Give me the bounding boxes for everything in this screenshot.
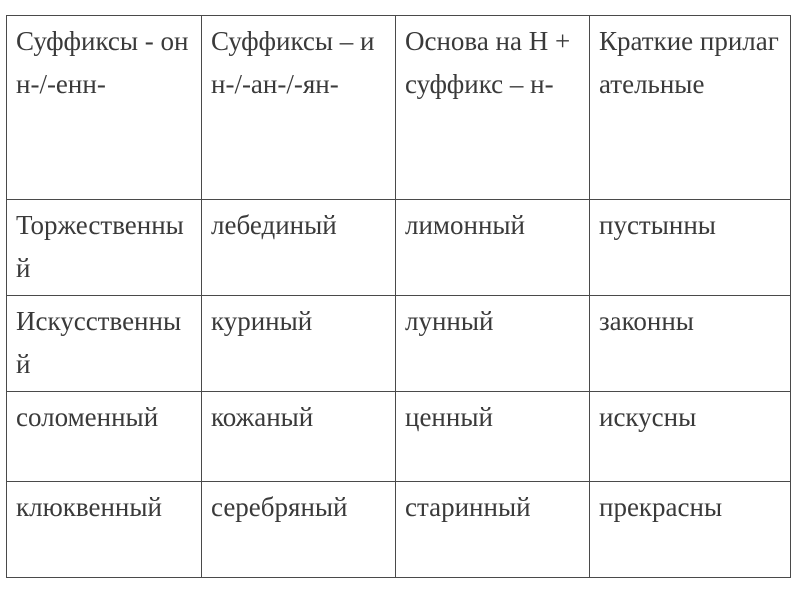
table-cell: искусны: [590, 392, 791, 482]
table-cell: прекрасны: [590, 482, 791, 578]
header-cell-short-adjectives: Краткие прилагательные: [590, 16, 791, 200]
table-cell: Искусственный: [7, 296, 202, 392]
table-cell: соломенный: [7, 392, 202, 482]
table-cell: законны: [590, 296, 791, 392]
table-cell: Торжественный: [7, 200, 202, 296]
suffix-table: [6, 15, 791, 578]
table-row: [7, 200, 791, 296]
table-cell: лимонный: [396, 200, 590, 296]
table-cell: клюквенный: [7, 482, 202, 578]
table-row: [7, 296, 791, 392]
table-cell: серебряный: [202, 482, 396, 578]
table-cell: куриный: [202, 296, 396, 392]
table-cell: ценный: [396, 392, 590, 482]
table-row: [7, 482, 791, 578]
table-cell: пустынны: [590, 200, 791, 296]
table-cell: лебединый: [202, 200, 396, 296]
table-cell: кожаный: [202, 392, 396, 482]
table-cell: лунный: [396, 296, 590, 392]
table-cell: старинный: [396, 482, 590, 578]
header-cell-stem-n: Основа на Н + суффикс – н-: [396, 16, 590, 200]
table-row: [7, 392, 791, 482]
table-header-row: [7, 16, 791, 200]
header-cell-in-an-yan: Суффиксы – ин-/-ан-/-ян-: [202, 16, 396, 200]
header-cell-onn-enn: Суффиксы - онн-/-енн-: [7, 16, 202, 200]
